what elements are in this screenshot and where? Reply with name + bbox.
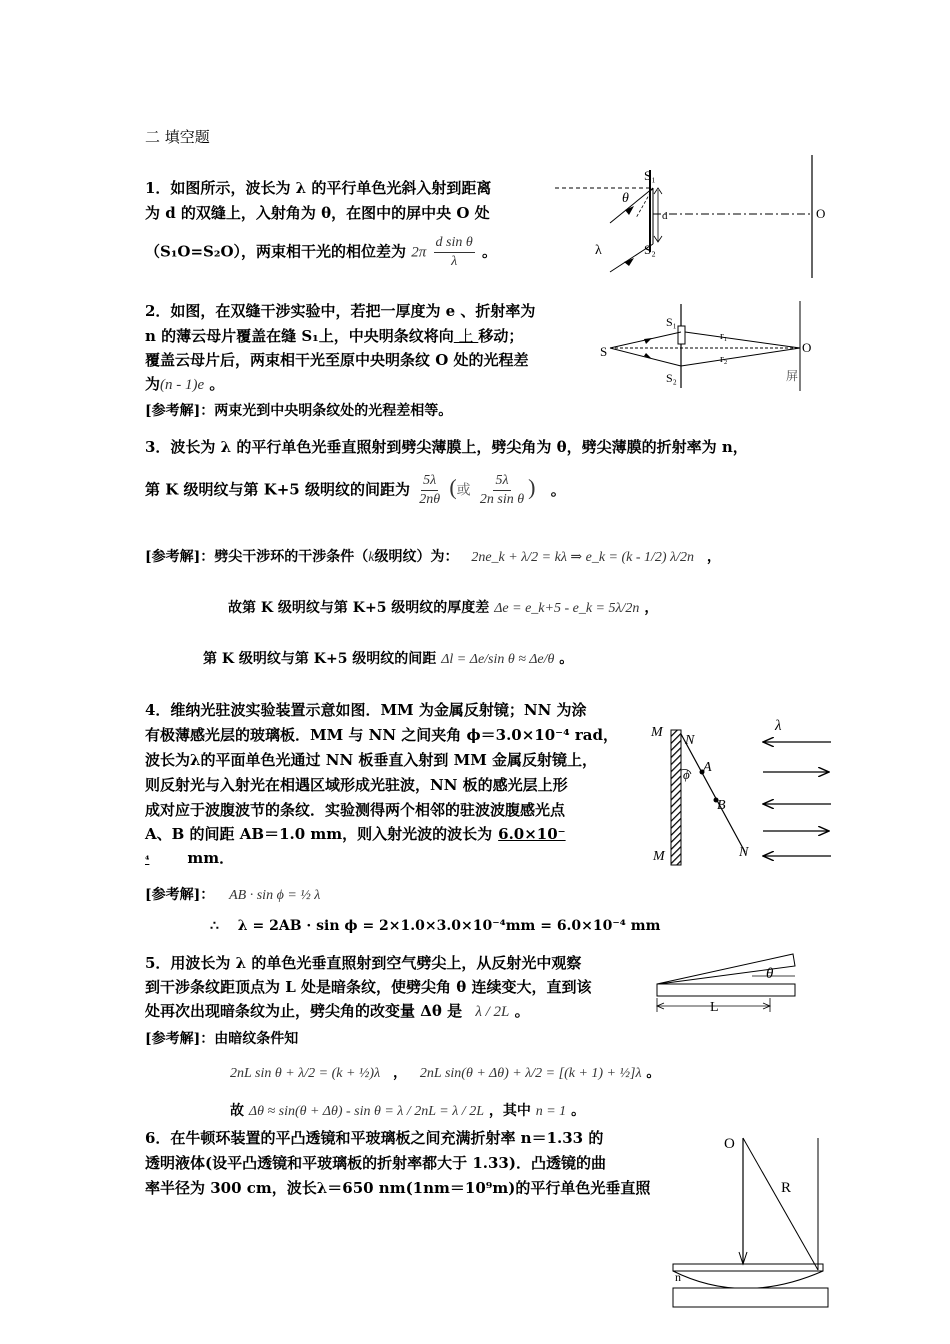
q4-fig-a: A: [703, 760, 712, 775]
q3-end: 。: [550, 480, 566, 499]
q3-ref1-prefix: [参考解]：劈尖干涉环的干涉条件（: [145, 549, 369, 565]
section-title: 二 填空题: [145, 128, 210, 146]
q5-line-3-text: 处再次出现暗条纹为止，劈尖角的改变量 Δθ 是: [145, 1002, 463, 1020]
q2-fig-r1: r₁: [720, 330, 728, 342]
q1-fig-s2: S₂: [644, 242, 656, 257]
q1-answer-den: λ: [451, 254, 458, 269]
q1-line-3-text: （S₁O=S₂O），两束相干光的相位差为: [145, 242, 407, 261]
q4-line-5: 成对应于波腹波节的条纹．实验测得两个相邻的驻波波腹感光点: [145, 801, 566, 819]
q2-fig-r2: r₂: [720, 353, 728, 365]
q1-line-2: 为 d 的双缝上，入射角为 θ，在图中的屏中央 O 处: [145, 204, 490, 222]
q2-line-4-text: 为: [145, 375, 161, 393]
q4-fig-phi: ϕ: [683, 767, 690, 782]
q6-fig-n: n: [675, 1270, 681, 1284]
q2-fig-screen: 屏: [786, 369, 799, 383]
q5-answer: λ / 2L: [475, 1004, 510, 1020]
q3-ref3-text: 第 K 级明纹与第 K+5 级明纹的间距: [203, 651, 437, 667]
q4-line-2: 有极薄感光层的玻璃板．MM 与 NN 之间夹角 ϕ＝3.0×10⁻⁴ rad，: [145, 726, 618, 744]
q5-ref-label: [参考解]：由暗纹条件知: [145, 1031, 299, 1047]
q5-ref-equations: [230, 1062, 660, 1082]
q3-ref-line-2: [228, 597, 658, 617]
q3-ref2-text: 故第 K 级明纹与第 K+5 级明纹的厚度差: [228, 600, 490, 616]
q1-fig-theta: θ: [622, 191, 629, 206]
q5-conclusion-end: 。: [571, 1103, 586, 1119]
q3-ref3-eq: Δl = Δe/sin θ ≈ Δe/θ: [441, 652, 555, 667]
q2-answer: (n - 1)e: [160, 377, 205, 393]
q4-line-4: 则反射光与入射光在相遇区域形成光驻波，NN 板的感光层上形: [145, 776, 568, 794]
q6-fig-o: O: [724, 1136, 735, 1152]
q1-fig-o: O: [816, 206, 826, 221]
q2-mica-slit-figure: [596, 296, 836, 396]
q1-answer-prefix: 2π: [411, 244, 427, 261]
q4-ref-line-1: [145, 884, 320, 904]
q5-line-1: 5．用波长为 λ 的单色光垂直照射到空气劈尖上，从反射光中观察: [145, 954, 582, 972]
q3-answer-or: 或: [456, 482, 471, 499]
q4-fig-n-top: N: [685, 733, 695, 748]
q5-eq-sep: ，: [393, 1065, 408, 1081]
q4-fig-n-bot: N: [739, 845, 749, 860]
q3-ref2-end: ，: [644, 600, 659, 616]
q3-answer-a: [417, 472, 442, 509]
q1-fig-d: d: [662, 210, 668, 222]
q4-standing-wave-figure: [645, 712, 845, 872]
q3-line-2-text: 第 K 级明纹与第 K+5 级明纹的间距为: [145, 480, 410, 499]
q3-line-1: 3．波长为 λ 的平行单色光垂直照射到劈尖薄膜上，劈尖角为 θ，劈尖薄膜的折射率为 n，: [145, 438, 748, 456]
q6-line-1: 6．在牛顿环装置的平凸透镜和平玻璃板之间充满折射率 n＝1.33 的: [145, 1129, 604, 1147]
q2-fig-s: S: [600, 344, 608, 359]
q4-therefore: ∴: [210, 918, 219, 934]
q4-ref-line-2: [210, 918, 660, 934]
q1-answer-num: d sin θ: [434, 234, 475, 253]
q4-fig-m-bot: M: [653, 849, 665, 864]
q2-after-blank: 移动；: [478, 327, 524, 345]
q6-fig-r: R: [781, 1180, 792, 1196]
q3-ref-line-1: [145, 546, 721, 566]
q2-fig-s1: S₁: [666, 315, 677, 329]
q5-conclusion-n: n = 1: [535, 1104, 567, 1119]
q3-ref3-end: 。: [559, 651, 574, 667]
q4-answer-exp: ⁴: [145, 855, 150, 866]
q3-ref1-k: k: [368, 550, 375, 565]
q5-fig-l: L: [710, 1000, 719, 1015]
q5-eq1: 2nL sin θ + λ/2 = (k + ½)λ: [230, 1066, 381, 1081]
q2-line-2: [145, 324, 523, 349]
q4-line-7: [145, 846, 234, 873]
q4-answer: 6.0×10⁻: [498, 825, 566, 843]
q4-line-3: 波长为λ的平面单色光通过 NN 板垂直入射到 MM 金属反射镜上，: [145, 751, 598, 769]
q4-fig-lambda: λ: [775, 718, 782, 734]
q1-line-3: [145, 234, 497, 271]
q3-ref2-eq: Δe = e_k+5 - e_k = 5λ/2n: [494, 601, 640, 616]
q2-line-2-text: n 的薄云母片覆盖在缝 S₁上，中央明条纹将向: [145, 327, 454, 345]
q5-line-3: [145, 999, 530, 1025]
q3-answer-a-den: 2nθ: [419, 492, 441, 507]
q4-ref1-eq: AB · sin ϕ = ½ λ: [229, 888, 321, 903]
q1-end: 。: [481, 242, 497, 261]
q2-end: 。: [204, 375, 225, 393]
q3-answer-b-den: 2n sin θ: [479, 492, 525, 507]
q4-line-1: 4．维纳光驻波实验装置示意如图．MM 为金属反射镜；NN 为涂: [145, 701, 587, 719]
q1-line-1: 1．如图所示，波长为 λ 的平行单色光斜入射到距离: [145, 179, 492, 197]
q3-ref-line-3: [203, 648, 573, 668]
q2-fig-o: O: [802, 340, 812, 355]
q5-conclusion: [230, 1100, 585, 1120]
q3-line-2: [145, 472, 566, 509]
q6-line-3: 率半径为 300 cm，波长λ＝650 nm(1nm＝10⁹m)的平行单色光垂直照: [145, 1179, 651, 1197]
q5-eq2: 2nL sin(θ + Δθ) + λ/2 = [(k + 1) + ½]λ: [419, 1066, 642, 1081]
q5-conclusion-eq: Δθ ≈ sin(θ + Δθ) - sin θ = λ / 2nL = λ / 2L: [248, 1104, 484, 1119]
q3-answer-a-num: 5λ: [421, 472, 438, 491]
q5-line-2: 到干涉条纹距顶点为 L 处是暗条纹，使劈尖角 θ 连续变大，直到该: [145, 978, 592, 996]
q4-line-6: [145, 822, 566, 847]
q6-line-2: 透明液体(设平凸透镜和平玻璃板的折射率都大于 1.33)．凸透镜的曲: [145, 1154, 606, 1172]
q6-newton-ring-figure: [668, 1128, 833, 1314]
q3-answer-b-num: 5λ: [493, 472, 510, 491]
q5-fig-theta: θ: [766, 966, 774, 982]
q2-line-1: 2．如图，在双缝干涉实验中，若把一厚度为 e 、折射率为: [145, 302, 536, 320]
q4-line-6-text: A、B 的间距 AB＝1.0 mm，则入射光波的波长为: [145, 825, 493, 843]
q4-ref2-eq: λ = 2AB · sin ϕ = 2×1.0×3.0×10⁻⁴mm = 6.0×10⁻⁴ mm: [237, 918, 661, 934]
q3-answer-b: [478, 472, 526, 509]
q3-paren-open: (: [449, 474, 457, 500]
q3-ref1-mid: 级明纹）为：: [374, 549, 459, 565]
q1-answer-fraction: [434, 234, 475, 271]
q2-fig-s2: S₂: [666, 371, 677, 385]
q4-ref1-label: [参考解]：: [145, 887, 215, 903]
q5-conclusion-prefix: 故: [230, 1103, 244, 1119]
q5-end: 。: [514, 1002, 530, 1020]
q2-line-3: 覆盖云母片后，两束相干光至原中央明条纹 O 处的光程差: [145, 351, 529, 369]
q5-eq-end: 。: [646, 1065, 661, 1081]
q2-line-4: [145, 372, 224, 398]
q4-unit: mm．: [187, 849, 235, 867]
q4-fig-b: B: [717, 798, 726, 813]
q2-reference: [参考解]：两束光到中央明条纹处的光程差相等。: [145, 403, 453, 419]
q3-ref1-eq: 2ne_k + λ/2 = kλ ⇒ e_k = (k - 1/2) λ/2n: [471, 550, 695, 565]
q3-ref1-end: ，: [706, 549, 721, 565]
q1-fig-s1: S₁: [644, 168, 656, 183]
q1-fig-lambda: λ: [595, 243, 602, 258]
q3-paren-close: ): [528, 474, 536, 500]
q4-fig-m-top: M: [651, 725, 663, 740]
q1-double-slit-figure: [550, 150, 840, 285]
q5-conclusion-mid: ，其中: [488, 1103, 531, 1119]
q2-blank-answer: 上: [453, 327, 479, 345]
q5-air-wedge-figure: [652, 950, 802, 1022]
